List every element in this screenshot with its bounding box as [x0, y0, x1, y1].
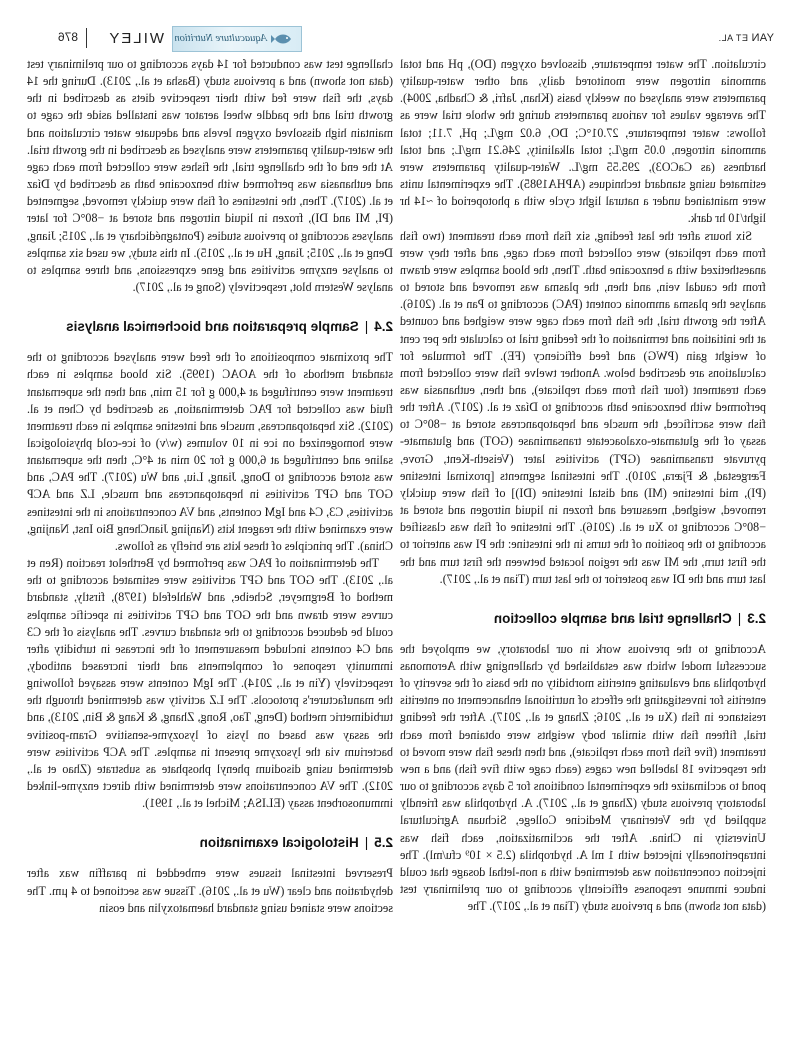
running-head-author: YAN — [751, 32, 774, 44]
running-head — [718, 32, 774, 44]
section-title: Sample preparation and biochemical analysis — [66, 319, 359, 335]
paragraph: The proximate compositions of the feed were analysed according to the standard methods of the AOAC (1995). Six blood samples in each treatment were centrifuged at 4,000 g for 15 min, and then the supernatant fluid was collected for PAC determination, as described by Chen et al. (2012). Six hepatopancreas, muscle and intestine samples in each treatment were homogenized on ice in 10 volumes (w/v) of ice-cold physiological saline and centrifuged at 6,000 g for 20 min at 4°C, then the supernatant was stored according to Dong, Jiang, Liu, and Wu (2017). The PAC, and GOT and GPT activities in hepatopancreas and muscle, LZ and ACP activities, C3, C4 and IgM contents, and VA concentrations in the intestines were examined with the reagent kits (Nanjing JianCheng Bio Inst, Nanjing, China). The principles of these kits are briefly as follows. — [27, 350, 393, 553]
paragraph: According to the previous work in our laboratory, we employed the successful model which was established by challenging with Aeromonas hydrophila and evaluating enteritis morbidity on the basis of the severity of enteritis for investigating the effects of nutritional enhancement on enteritis resistance in fish (Xu et al., 2016; Zhang et al., 2017). After the feeding trial, fifteen fish with similar body weights were obtained from each treatment (five fish from each replicate), and then these fish were moved to the respective 18 labelled new cages (each cage with five fish) and a new pond to acclimatize the experimental conditions for 5 days according to our laboratory previous study (Zhang et al., 2017). A. hydrophila was friendly supplied by the Veterinary Medicine College, Sichuan Agricultural University in China. After the acclimatization, each fish was intraperitoneally injected with 1 ml A. hydrophila (2.5 × 10⁹ cfu/ml). The injection concentration was determined with a non-lethal dosage that could induce immune responses efficiently according to our preliminary test (data not shown) and a previous study (Tian et al., 2017). The — [400, 641, 766, 914]
section-title: Challenge trial and sample collection — [493, 610, 732, 626]
page-number: 876 — [57, 30, 78, 44]
paragraph: Preserved intestinal tissues were embedded in paraffin wax after dehydration and clear (Wu et al., 2016). Tissue was sectioned to 4 μm. The sections were stained using standard haematoxylin and eosin — [27, 866, 393, 915]
section-number: 2.3 — [747, 610, 766, 626]
running-head-suffix: ET AL. — [718, 33, 748, 43]
section-number: 2.5 — [374, 835, 393, 851]
journal-banner — [172, 26, 302, 52]
heading-separator: | — [737, 610, 742, 626]
left-column — [400, 56, 766, 915]
header-divider — [86, 28, 87, 48]
paragraph: challenge test was conducted for 14 days according to our preliminary test (data not shown) and a previous study (Basha et al., 2013). During the 14 days, the fish were fed with their respective diets as described in the growth trial and the paddle wheel aerator was installed aside the cage to maintain high dissolved oxygen levels and adequate water circulation and the water-quality parameters were analysed as described in the growth trial. At the end of the challenge trial, the fishes were collected from each cage and euthanasia was performed with benzocaine bath as described by Díaz et al. (2017). Then, the intestines of fish were quickly removed, segmented (PI, MI and DI), frozen in liquid nitrogen and stored at −80°C for later analyses according to previous studies (Pontagnédichary et al., 2015; Jiang, Deng et al., 2015; Jiang, Hu et al., 2015). In this study, we used six samples to analyse enzyme activities and gene expressions, and three samples to analyse Western blot, respectively (Song et al., 2017). — [26, 57, 393, 295]
section-heading — [400, 610, 766, 628]
heading-separator: | — [364, 319, 369, 335]
journal-title: Aquaculture Nutrition — [174, 33, 267, 44]
section-heading — [27, 834, 393, 852]
section-heading — [27, 318, 393, 336]
publisher-logo: WILEY — [107, 30, 164, 47]
heading-separator: | — [364, 835, 369, 851]
section-title: Histological examination — [199, 835, 359, 851]
right-column — [27, 56, 393, 917]
fish-icon — [271, 31, 293, 47]
paragraph: Six hours after the last feeding, six fish from each treatment (two fish from each replicate) were collected from each cage, and after they were anaesthetized with a benzocaine bath. Then, the blood samples were drawn from the caudal vein, and then, the plasma was removed and stored to analyse the plasma ammonia content (PAC) according to Pan et al. (2016). After the growth trial, the fish from each cage were weighed and counted at the initiation and termination of the feeding trial to calculate the per cent of weight gain (PWG) and feed efficiency (FE). The formulae for calculations are described below. Another twelve fish were collected from each treatment (four fish from each replicate), and then, euthanasia was performed with benzocaine bath according to Díaz et al. (2017). After the fish were sacrificed, the muscle and hepatopancreas stored at −80°C to assay of the glutamate-oxaloacetate transaminase (GOT) and glutamate-pyruvate transaminase (GPT) activities later (Veiseth-Kent, Grove, Færgestad, & Fjæra, 2010). The intestinal segments [proximal intestine (PI), mid intestine (MI) and distal intestine (DI)] of fish were quickly removed, weighed, measured and frozen in liquid nitrogen and stored at −80°C according to Xu et al. (2016). The intestine of fish was classified according to the position of the turns in the intestine: the PI was anterior to the first turn, the MI was the region located between the first turn and the last turn and the DI was posterior to the last turn (Tian et al., 2017). — [400, 228, 766, 586]
paragraph: The determination of PAC was performed by Berthelot reaction (Ren et al., 2013). The GOT and GPT activities were estimated according to the method of Bergmeyer, Scheibe, and Wahlefeld (1978), firstly, standard curves were drawn and the GOT and GPT activities in specific samples could be deduced according to the standard curves. The analysis of the C3 and C4 contents included measurement of the increase in turbidity after immunity response of complements and their increased antibody, respectively (Yin et al., 2014). The IgM contents were assayed following the manufacturer's protocols. The LZ activity was determined through the turbidimetric method (Deng, Tao, Rong, Zhang, & Kang & Bin, 2013), and the assay was based on lysis of lysozyme-sensitive Gram-positive bacterium via the lysozyme present in samples. The ACP activities were determined using disodium phenyl phosphate as substrate (Zhao et al., 2012). The VA concentrations were determined with direct enzyme-linked immunosorbent assay (ELISA; Michel et al., 1991). — [27, 556, 393, 811]
section-number: 2.4 — [374, 319, 393, 335]
paragraph: circulation. The water temperature, dissolved oxygen (DO), pH and total ammonia nitrogen were monitored daily, and other water-quality parameters were analysed on weekly basis (Khan, Jafri, & Chadha, 2004). The average values for various parameters during the whole trial were as follows: water temperature, 27.01°C; DO, 6.02 mg/L; pH, 7.11; total ammonia nitrogen, 0.05 mg/L; total alkalinity, 246.21 mg/L; and total hardness (as CaCO3), 295.55 mg/L. Water-quality parameters were estimated using standard techniques (APHA1985). The experimental units were maintained under a natural light cycle with a photoperiod of ~14 hr light/10 hr dark. — [400, 57, 766, 226]
